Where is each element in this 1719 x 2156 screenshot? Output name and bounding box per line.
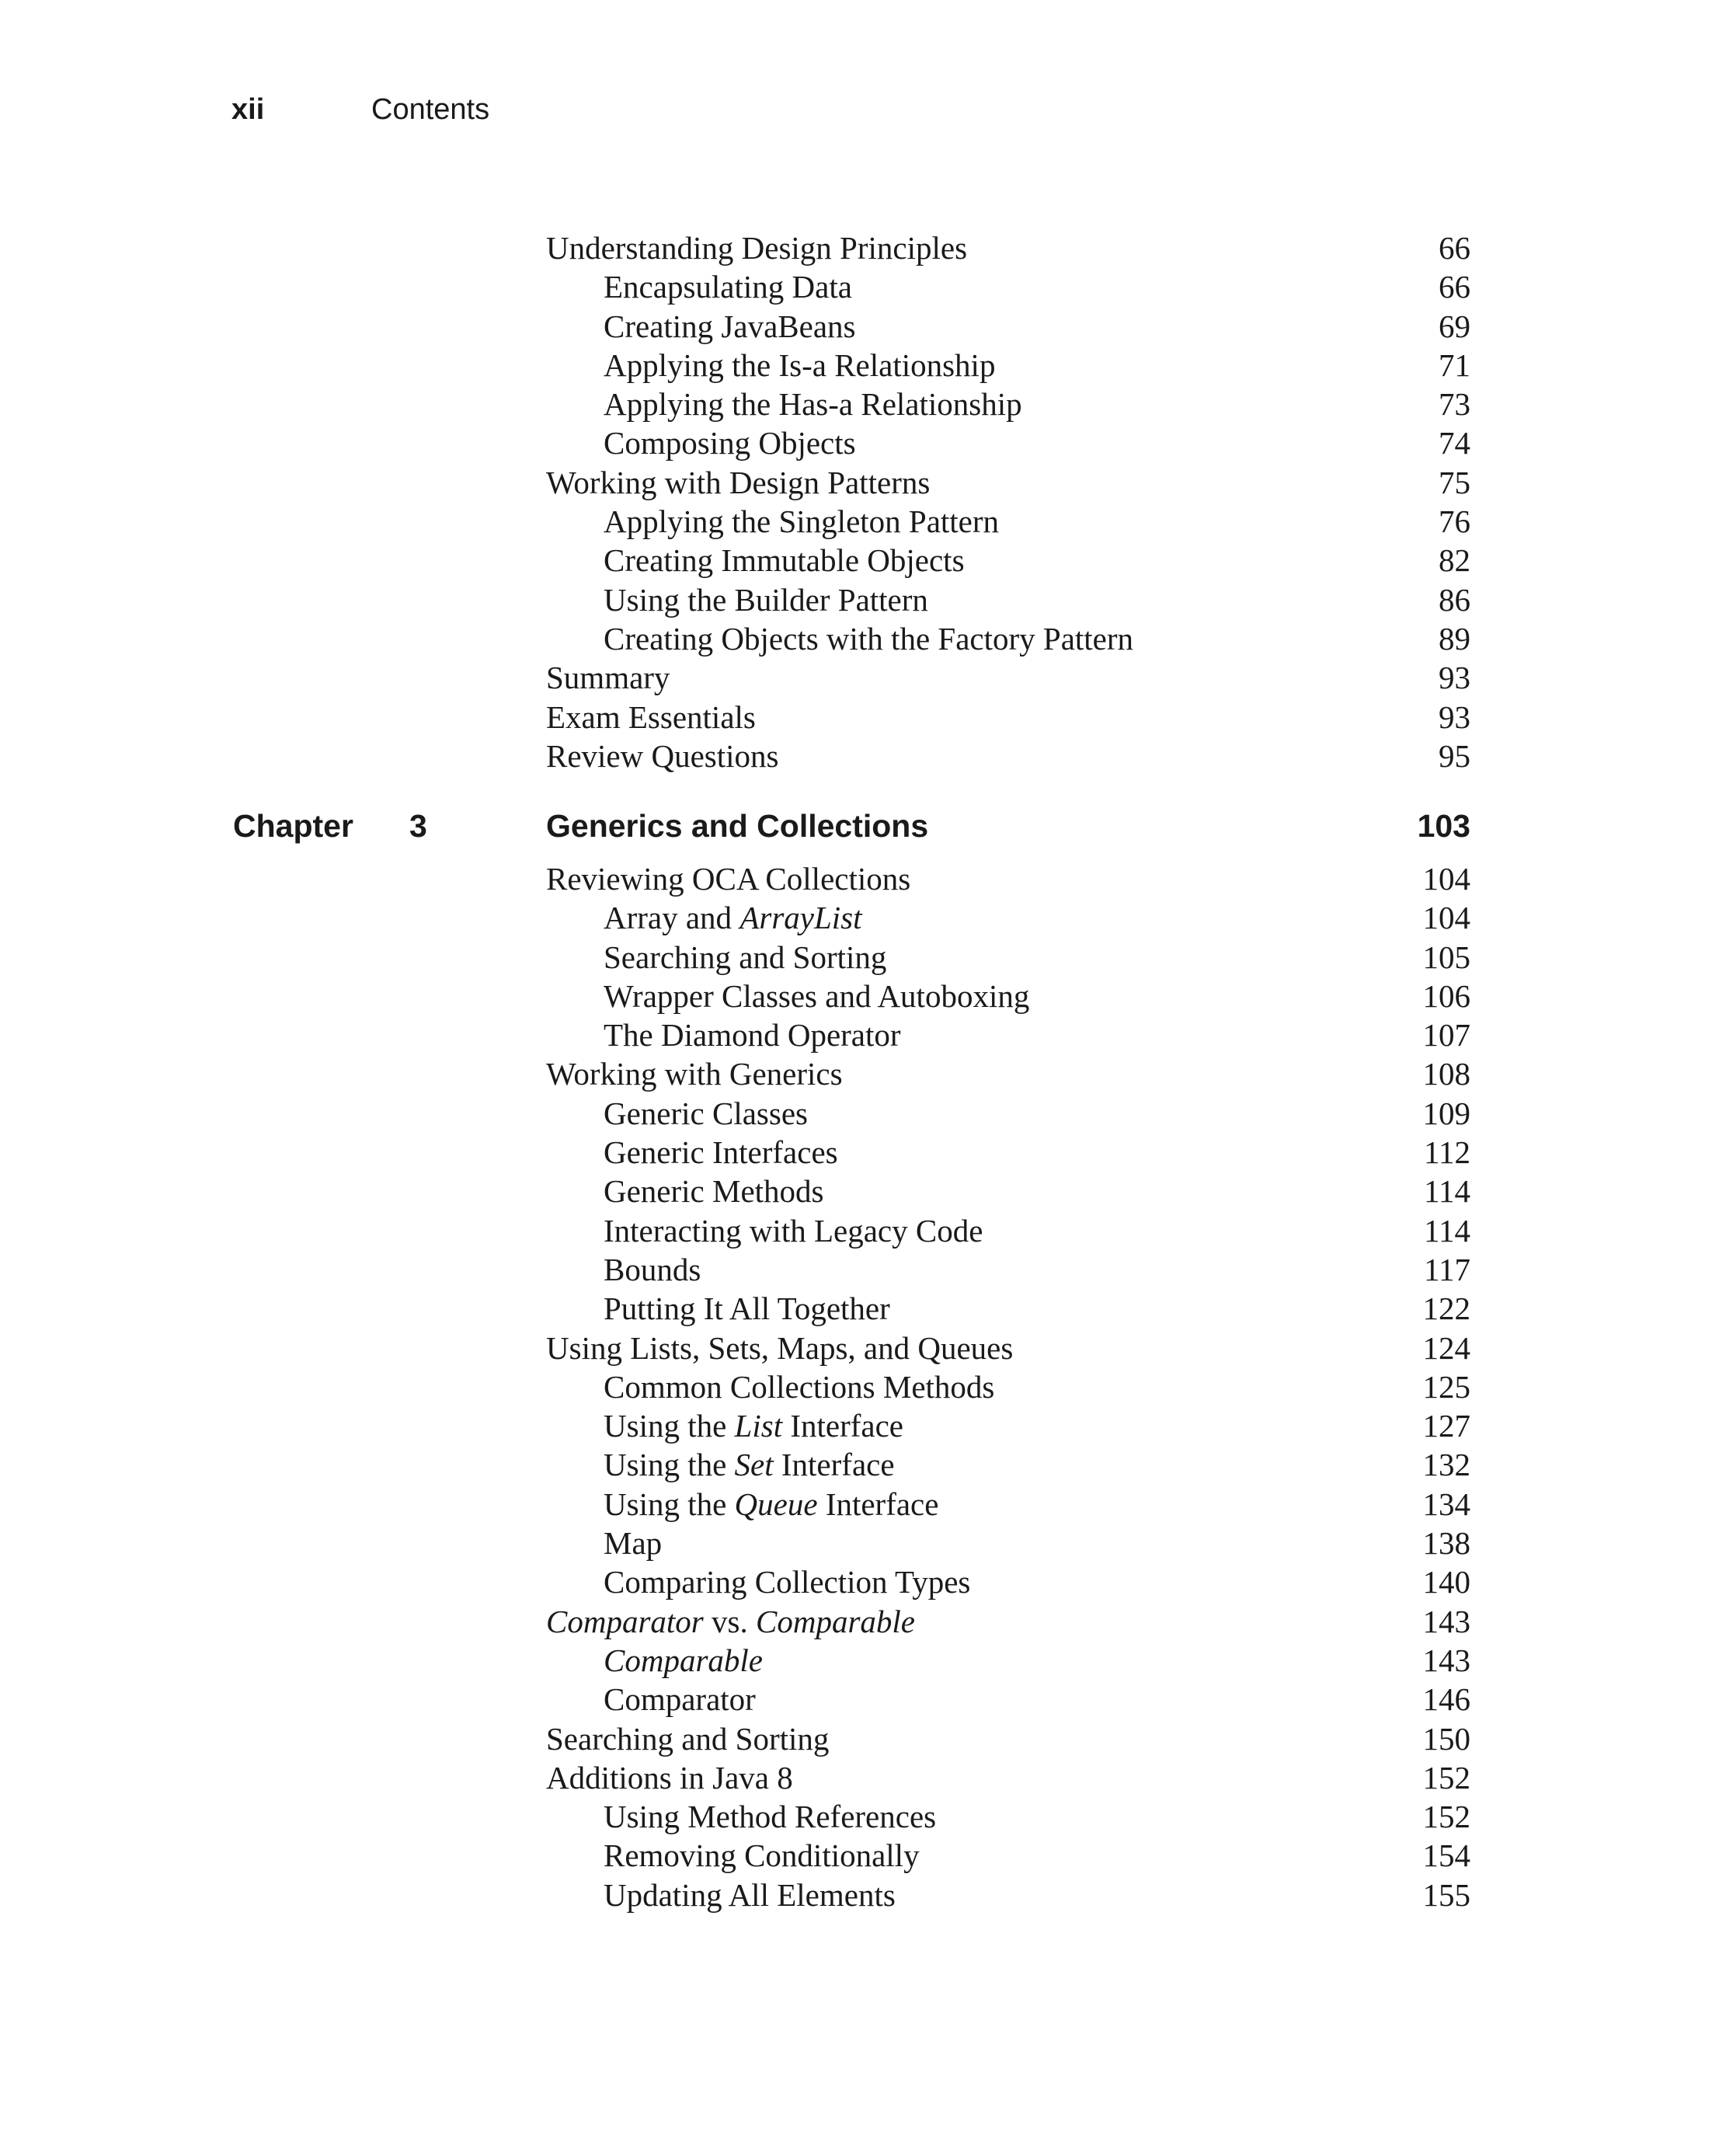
title-text: Exam Essentials xyxy=(546,698,756,735)
toc-page-number: 107 xyxy=(1422,1017,1470,1054)
toc-entry xyxy=(546,1329,1470,1367)
toc-subentry xyxy=(546,1211,1470,1250)
toc-entry-title xyxy=(546,1719,829,1758)
toc-subentry xyxy=(546,1562,1470,1601)
title-text: Comparator xyxy=(604,1681,756,1718)
toc-entry-title xyxy=(604,1836,920,1875)
toc-entry-title xyxy=(604,1367,994,1406)
toc-page-number: 89 xyxy=(1439,620,1470,657)
title-text: Bounds xyxy=(604,1251,701,1287)
toc-page-number: 86 xyxy=(1439,581,1470,618)
toc-entry-title xyxy=(604,267,852,306)
title-text: Using the xyxy=(604,1408,735,1444)
title-text: Using Method References xyxy=(604,1799,937,1835)
toc-entry-title xyxy=(604,541,965,580)
toc-entry-title xyxy=(604,898,862,937)
toc-subentry xyxy=(546,307,1470,346)
toc-entry-title xyxy=(546,859,910,898)
toc-page-number: 140 xyxy=(1422,1564,1470,1600)
title-text: Generic Interfaces xyxy=(604,1134,838,1171)
toc-page-number: 122 xyxy=(1422,1290,1470,1327)
chapter-label: Chapter xyxy=(233,808,353,844)
title-text: Using the xyxy=(604,1447,735,1483)
toc-page-number: 127 xyxy=(1422,1408,1470,1444)
toc-subentry xyxy=(546,1367,1470,1406)
toc-subentry xyxy=(546,977,1470,1015)
toc-subentry xyxy=(546,1445,1470,1484)
italic-term: Queue xyxy=(734,1486,818,1522)
toc-entry-title xyxy=(604,619,1133,658)
toc-entry-title xyxy=(604,938,886,977)
toc-subentry xyxy=(546,1015,1470,1054)
title-text: Reviewing OCA Collections xyxy=(546,861,911,897)
toc-subentry xyxy=(546,541,1470,580)
toc-subentry xyxy=(546,1485,1470,1524)
toc-entry-title xyxy=(604,385,1022,423)
toc-page-number: 143 xyxy=(1422,1642,1470,1678)
title-text: Encapsulating Data xyxy=(604,269,852,305)
toc-entry-title xyxy=(604,1094,808,1133)
toc-page-number: 124 xyxy=(1422,1329,1470,1366)
toc-entry-title xyxy=(546,1054,843,1093)
toc-entry xyxy=(546,1602,1470,1641)
toc-subentry xyxy=(546,423,1470,462)
toc-page-number: 82 xyxy=(1439,542,1470,579)
toc-page-number: 132 xyxy=(1422,1447,1470,1483)
italic-term: List xyxy=(734,1408,783,1444)
title-text: Interface xyxy=(782,1408,903,1444)
toc-entry-title xyxy=(604,1250,701,1289)
toc-page-number: 146 xyxy=(1422,1681,1470,1718)
title-text: Generic Classes xyxy=(604,1095,808,1131)
toc-subentry xyxy=(546,1406,1470,1445)
toc-page-number: 106 xyxy=(1422,977,1470,1014)
toc-page-number: 105 xyxy=(1422,939,1470,975)
toc-page-number: 73 xyxy=(1439,386,1470,423)
title-text: Interface xyxy=(773,1447,895,1483)
title-text: Working with Design Patterns xyxy=(546,464,931,500)
page-folio: xii xyxy=(231,93,265,126)
toc-entry-title xyxy=(604,502,999,541)
chapter-title: Generics and Collections xyxy=(546,808,929,844)
toc-entry-title xyxy=(604,423,856,462)
title-text: Using the xyxy=(604,1486,735,1522)
toc-entry-title xyxy=(604,1445,895,1484)
title-text: The Diamond Operator xyxy=(604,1017,901,1054)
toc-page-number: 152 xyxy=(1422,1759,1470,1796)
title-text: Creating JavaBeans xyxy=(604,308,856,344)
title-text: Applying the Is-a Relationship xyxy=(604,347,996,383)
title-text: vs. xyxy=(703,1603,756,1639)
toc-page-number: 114 xyxy=(1424,1173,1470,1210)
toc-entry-title xyxy=(604,1797,936,1836)
toc-subentry xyxy=(546,346,1470,385)
toc-subentry xyxy=(546,580,1470,619)
toc-entry-title xyxy=(604,1172,824,1210)
title-text: Creating Objects with the Factory Pattern xyxy=(604,620,1134,657)
title-text: Creating Immutable Objects xyxy=(604,542,965,579)
toc-entry-title xyxy=(604,1524,662,1562)
title-text: Review Questions xyxy=(546,737,779,774)
toc-entry xyxy=(546,1054,1470,1093)
toc-page-number: 76 xyxy=(1439,503,1470,540)
toc-subentry xyxy=(546,1876,1470,1914)
toc-page-number: 71 xyxy=(1439,347,1470,383)
toc-subentry xyxy=(546,1172,1470,1210)
toc-page-number: 109 xyxy=(1422,1095,1470,1131)
toc-page-number: 150 xyxy=(1422,1720,1470,1757)
toc-entry-title xyxy=(546,1602,915,1641)
toc-subentry xyxy=(546,385,1470,423)
toc-subentry xyxy=(546,1094,1470,1133)
title-text: Searching and Sorting xyxy=(546,1720,830,1757)
chapter-number: 3 xyxy=(409,808,427,844)
toc-entry-title xyxy=(546,463,930,502)
title-text: Removing Conditionally xyxy=(604,1837,920,1874)
title-text: Updating All Elements xyxy=(604,1876,896,1913)
toc-page-number: 69 xyxy=(1439,308,1470,344)
toc-entry-title xyxy=(604,1289,890,1328)
toc-section-continued xyxy=(546,228,1470,775)
title-text: Array and xyxy=(604,900,740,936)
toc-page-number: 75 xyxy=(1439,464,1470,500)
toc-entry xyxy=(546,1719,1470,1758)
toc-page-number: 95 xyxy=(1439,737,1470,774)
toc-section-chapter-3 xyxy=(546,859,1470,1914)
toc-page-number: 117 xyxy=(1424,1251,1470,1287)
toc-page-number: 134 xyxy=(1422,1486,1470,1522)
toc-entry-title xyxy=(604,307,855,346)
title-text: Applying the Has-a Relationship xyxy=(604,386,1022,423)
toc-entry-title xyxy=(546,658,670,697)
toc-page-number: 93 xyxy=(1439,698,1470,735)
toc-subentry xyxy=(546,1641,1470,1680)
toc-page-number: 112 xyxy=(1424,1134,1470,1171)
toc-entry-title xyxy=(604,1641,763,1680)
toc-subentry xyxy=(546,1680,1470,1719)
title-text: Using the Builder Pattern xyxy=(604,581,928,618)
toc-entry-title xyxy=(604,1876,896,1914)
toc-entry xyxy=(546,698,1470,737)
toc-entry-title xyxy=(604,346,995,385)
toc-page-number: 104 xyxy=(1422,861,1470,897)
title-text: Composing Objects xyxy=(604,425,856,462)
title-text: Comparing Collection Types xyxy=(604,1564,971,1600)
toc-entry xyxy=(546,737,1470,775)
toc-entry xyxy=(546,859,1470,898)
chapter-heading xyxy=(0,805,1719,847)
toc-page-number: 66 xyxy=(1439,269,1470,305)
toc-page-number: 154 xyxy=(1422,1837,1470,1874)
title-text: Working with Generics xyxy=(546,1056,843,1092)
toc-page-number: 125 xyxy=(1422,1368,1470,1405)
toc-subentry xyxy=(546,1250,1470,1289)
title-text: Using Lists, Sets, Maps, and Queues xyxy=(546,1329,1014,1366)
toc-subentry xyxy=(546,938,1470,977)
italic-term: Comparable xyxy=(755,1603,915,1639)
toc-page-number: 66 xyxy=(1439,230,1470,266)
toc-entry xyxy=(546,658,1470,697)
toc-subentry xyxy=(546,1524,1470,1562)
chapter-page-number: 103 xyxy=(1417,808,1470,844)
toc-entry-title xyxy=(604,1485,938,1524)
title-text: Summary xyxy=(546,660,670,696)
toc-entry-title xyxy=(546,1758,793,1797)
title-text: Additions in Java 8 xyxy=(546,1759,793,1796)
toc-page-number: 138 xyxy=(1422,1525,1470,1562)
toc-page-number: 143 xyxy=(1422,1603,1470,1639)
toc-page-number: 155 xyxy=(1422,1876,1470,1913)
toc-subentry xyxy=(546,1797,1470,1836)
italic-term: Set xyxy=(734,1447,774,1483)
title-text: Interface xyxy=(817,1486,939,1522)
running-head xyxy=(231,92,489,127)
italic-term: ArrayList xyxy=(739,900,862,936)
title-text: Interacting with Legacy Code xyxy=(604,1212,983,1249)
title-text: Wrapper Classes and Autoboxing xyxy=(604,977,1030,1014)
toc-entry xyxy=(546,463,1470,502)
title-text: Map xyxy=(604,1525,663,1562)
toc-entry-title xyxy=(604,977,1029,1015)
title-text: Understanding Design Principles xyxy=(546,230,968,266)
title-text: Generic Methods xyxy=(604,1173,824,1210)
toc-subentry xyxy=(546,502,1470,541)
toc-subentry xyxy=(546,898,1470,937)
italic-term: Comparable xyxy=(604,1642,763,1678)
toc-entry-title xyxy=(604,580,928,619)
toc-entry-title xyxy=(604,1015,901,1054)
title-text: Common Collections Methods xyxy=(604,1368,995,1405)
toc-entry-title xyxy=(604,1211,983,1250)
toc-subentry xyxy=(546,267,1470,306)
toc-entry xyxy=(546,228,1470,267)
toc-entry xyxy=(546,1758,1470,1797)
toc-entry-title xyxy=(546,1329,1013,1367)
toc-subentry xyxy=(546,619,1470,658)
title-text: Searching and Sorting xyxy=(604,939,887,975)
toc-entry-title xyxy=(546,228,967,267)
title-text: Putting It All Together xyxy=(604,1290,890,1327)
toc-subentry xyxy=(546,1836,1470,1875)
title-text: Applying the Singleton Pattern xyxy=(604,503,1000,540)
toc-entry-title xyxy=(604,1133,838,1172)
toc-subentry xyxy=(546,1133,1470,1172)
toc-page-number: 108 xyxy=(1422,1056,1470,1092)
running-head-title: Contents xyxy=(371,93,490,126)
toc-subentry xyxy=(546,1289,1470,1328)
toc-page-number: 152 xyxy=(1422,1799,1470,1835)
toc-entry-title xyxy=(604,1680,756,1719)
toc-page-number: 114 xyxy=(1424,1212,1470,1249)
toc-entry-title xyxy=(546,698,756,737)
italic-term: Comparator xyxy=(546,1603,704,1639)
toc-entry-title xyxy=(604,1562,970,1601)
toc-page-number: 74 xyxy=(1439,425,1470,462)
toc-page-number: 93 xyxy=(1439,660,1470,696)
toc-entry-title xyxy=(546,737,779,775)
toc-entry-title xyxy=(604,1406,903,1445)
toc-page-number: 104 xyxy=(1422,900,1470,936)
